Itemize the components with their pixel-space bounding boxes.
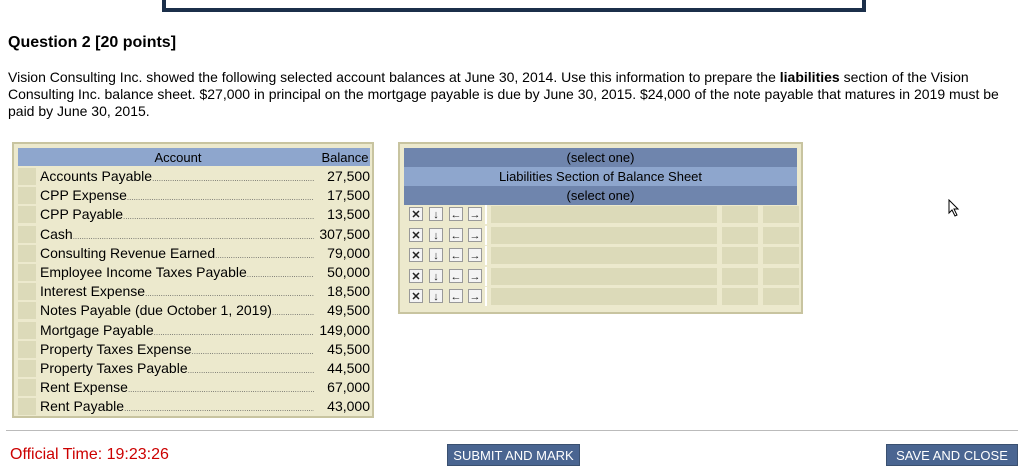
indent-icon[interactable]: → [469,209,481,221]
row-selector[interactable] [18,341,36,358]
amount-cell-2[interactable] [763,206,799,223]
footer-divider [6,430,1018,431]
row-tools [407,248,485,264]
amount-cell-2[interactable] [763,288,799,305]
select-one-dropdown-top[interactable]: (select one) [404,148,797,167]
liability-row [404,267,799,286]
delete-icon[interactable]: ✕ [409,228,423,242]
account-row[interactable] [18,263,370,282]
outdent-icon[interactable]: ← [450,270,462,283]
outdent-icon[interactable]: ← [450,250,462,263]
account-balance: 67,000 [327,379,370,396]
question-text [8,69,1018,120]
top-frame [162,0,866,12]
move-down-icon[interactable]: ↓ [429,289,443,303]
account-row[interactable] [18,321,370,340]
question-text-part2: section of the Vision Consulting Inc. balance sheet. $27,000 in principal on the mortgage payable is due by June 30, 2015. $24,000 of the note payable that matures in 2019 must be paid by June 30, 2015. [8,69,999,119]
row-tools [407,228,485,244]
row-selector[interactable] [18,398,36,415]
account-balance: 18,500 [327,283,370,300]
liabilities-worksheet [398,142,803,314]
account-table-header [18,148,370,166]
row-selector[interactable] [18,187,36,204]
account-row[interactable] [18,186,370,205]
account-name: Property Taxes Payable ..... [40,360,314,376]
account-balance: 45,500 [327,340,370,357]
row-selector[interactable] [18,360,36,377]
indent-icon[interactable]: → [469,250,481,263]
amount-cell-1[interactable] [722,227,758,244]
account-row[interactable] [18,301,370,320]
account-row[interactable] [18,378,370,397]
account-drop-cell[interactable] [491,247,717,264]
account-name: Rent Payable ..... [40,398,314,414]
account-name: Consulting Revenue Earned ..... [40,245,314,261]
account-balance: 49,500 [327,302,370,319]
amount-cell-1[interactable] [722,288,758,305]
account-balance: 27,500 [327,168,370,184]
account-balance: 79,000 [327,244,370,261]
account-row[interactable] [18,244,370,263]
amount-cell-1[interactable] [722,247,758,264]
account-drop-cell[interactable] [491,288,717,305]
account-name: Mortgage Payable ..... [40,322,314,338]
question-text-part1: Vision Consulting Inc. showed the following selected account balances at June 30, 2014. Use this information to prepare the [8,69,780,85]
liability-row [404,287,799,306]
row-tools [407,207,485,223]
submit-and-mark-button[interactable]: SUBMIT AND MARK [447,444,580,466]
account-balance: 13,500 [327,206,370,223]
account-name: Property Taxes Expense ..... [40,341,314,357]
move-down-icon[interactable]: ↓ [429,248,443,262]
account-drop-cell[interactable] [491,227,717,244]
amount-cell-2[interactable] [763,247,799,264]
indent-icon[interactable]: → [469,270,481,283]
account-name: CPP Expense ..... [40,187,314,203]
row-selector[interactable] [18,245,36,262]
question-title: Question 2 [20 points] [8,34,177,51]
liability-row [404,246,799,265]
indent-icon[interactable]: → [469,229,481,242]
official-time: Official Time: 19:23:26 [10,446,169,463]
account-row[interactable] [18,205,370,224]
row-separator [485,287,487,306]
account-balance: 149,000 [319,321,370,338]
row-selector[interactable] [18,322,36,339]
account-header: Account [154,150,202,165]
account-row[interactable] [18,225,370,244]
balance-header: Balance [321,150,369,165]
save-and-close-button[interactable]: SAVE AND CLOSE [886,444,1018,466]
account-name: Rent Expense ..... [40,379,314,395]
question-text-bold: liabilities [779,69,840,85]
row-selector[interactable] [18,206,36,223]
move-down-icon[interactable]: ↓ [429,269,443,283]
account-balance: 307,500 [319,225,370,242]
amount-cell-2[interactable] [763,227,799,244]
row-tools [407,269,485,285]
account-row[interactable] [18,340,370,359]
account-balance: 44,500 [327,360,370,376]
mouse-cursor-icon [948,199,962,217]
outdent-icon[interactable]: ← [450,209,462,221]
row-separator [485,246,487,265]
account-name: CPP Payable ..... [40,206,314,222]
amount-cell-1[interactable] [722,268,758,285]
account-table [12,142,374,418]
move-down-icon[interactable]: ↓ [429,228,443,242]
account-drop-cell[interactable] [491,268,717,285]
amount-cell-2[interactable] [763,268,799,285]
row-selector[interactable] [18,168,36,185]
move-down-icon[interactable]: ↓ [429,207,443,221]
row-selector[interactable] [18,264,36,281]
account-row[interactable] [18,167,370,186]
row-selector[interactable] [18,302,36,319]
indent-icon[interactable]: → [469,291,481,304]
amount-cell-1[interactable] [722,206,758,223]
delete-icon[interactable]: ✕ [409,269,423,283]
delete-icon[interactable]: ✕ [409,248,423,262]
outdent-icon[interactable]: ← [450,229,462,242]
account-balance: 17,500 [327,187,370,204]
row-separator [485,226,487,245]
row-selector[interactable] [18,379,36,396]
account-drop-cell[interactable] [491,206,717,223]
row-selector[interactable] [18,226,36,243]
delete-icon[interactable]: ✕ [409,207,423,221]
account-name: Cash ..... [40,226,314,242]
liability-row [404,205,799,224]
account-name: Notes Payable (due October 1, 2019) ..... [40,302,314,318]
select-one-dropdown-date[interactable]: (select one) [404,186,797,205]
account-name: Employee Income Taxes Payable ..... [40,264,314,280]
outdent-icon[interactable]: ← [450,291,462,304]
delete-icon[interactable]: ✕ [409,289,423,303]
row-selector[interactable] [18,283,36,300]
account-balance: 50,000 [327,264,370,280]
liability-row [404,226,799,245]
worksheet-title: Liabilities Section of Balance Sheet [404,167,797,186]
row-tools [407,289,485,305]
account-balance: 43,000 [327,398,370,415]
row-separator [485,205,487,224]
account-row[interactable] [18,359,370,378]
account-row[interactable] [18,282,370,301]
account-name: Interest Expense ..... [40,283,314,299]
account-name: Accounts Payable ..... [40,168,314,184]
account-row[interactable] [18,397,370,416]
row-separator [485,267,487,286]
